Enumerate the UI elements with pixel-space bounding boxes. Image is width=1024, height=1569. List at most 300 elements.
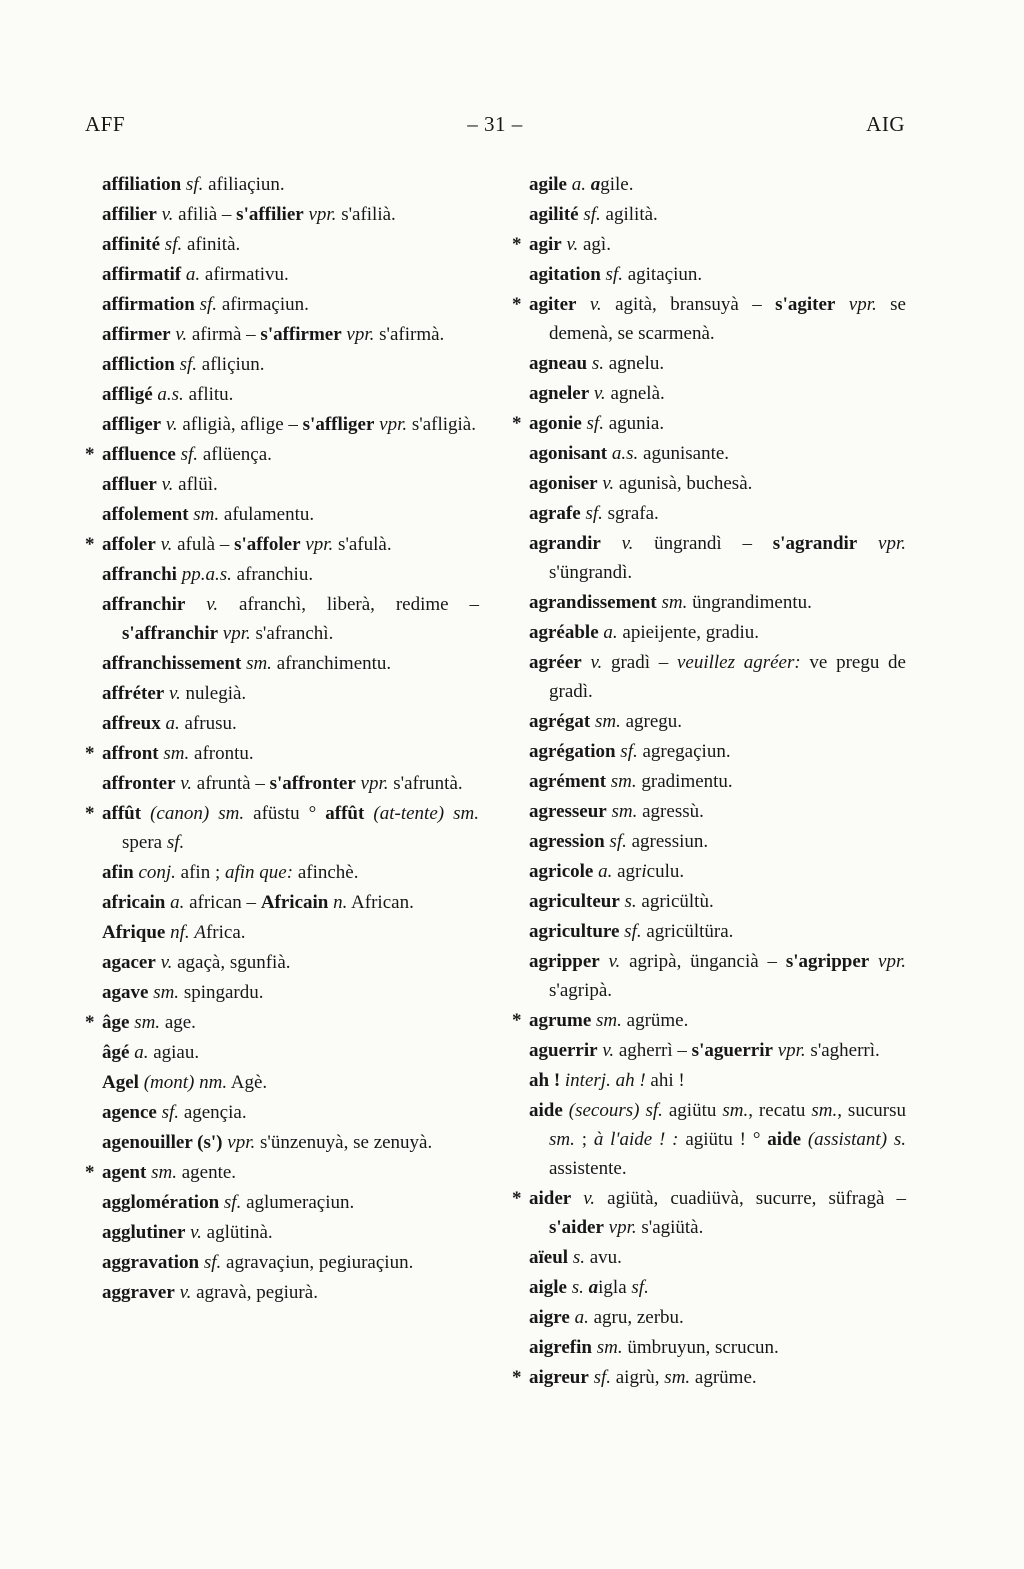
- headword-text: affranchissement: [102, 653, 242, 674]
- dictionary-entry: [85, 769, 479, 798]
- grammar-label: v.: [185, 594, 219, 615]
- headword-text: agglomération: [102, 1192, 220, 1213]
- headword-text: aide: [767, 1129, 802, 1150]
- dictionary-entry: [85, 590, 479, 648]
- translation-text: se demenà, se scarmenà.: [549, 294, 906, 344]
- headword-text: affluence: [102, 444, 176, 465]
- dictionary-entry: [512, 588, 906, 617]
- grammar-label: sm.: [148, 982, 180, 1003]
- headword-star: *: [85, 1162, 95, 1183]
- headword-star: *: [512, 294, 522, 315]
- headword-text: Afrique: [102, 922, 166, 943]
- headword-text: agenouiller (s'): [102, 1132, 223, 1153]
- translation-text: agiütu: [662, 1100, 723, 1121]
- dictionary-entry: [512, 737, 906, 766]
- grammar-label: vpr.: [772, 1040, 806, 1061]
- translation-text: sgrafa.: [602, 503, 659, 524]
- dictionary-entry: [512, 857, 906, 886]
- translation-text: agr: [612, 861, 642, 882]
- headword-text: agréer: [529, 652, 582, 673]
- dictionary-entry: [85, 1098, 479, 1127]
- grammar-label: sm.: [811, 1100, 838, 1121]
- headword-text: s'affliger: [302, 414, 375, 435]
- grammar-label: vpr.: [835, 294, 877, 315]
- grammar-label: v.: [161, 414, 178, 435]
- dictionary-entry: [512, 648, 906, 706]
- translation-text: Agè.: [227, 1072, 268, 1093]
- translation-text: ahi !: [645, 1070, 685, 1091]
- headword-text: affliction: [102, 354, 175, 375]
- translation-text: aflitu.: [183, 384, 234, 405]
- translation-text: afirmativu.: [200, 264, 289, 285]
- grammar-label: a.: [160, 713, 180, 734]
- headword-text: s'affronter: [269, 773, 356, 794]
- grammar-label: sf.: [581, 413, 604, 434]
- grammar-label: sm.: [664, 1367, 691, 1388]
- grammar-label: i: [641, 861, 647, 882]
- dictionary-entry: [512, 529, 906, 587]
- grammar-label: veuillez agréer:: [676, 652, 801, 673]
- dictionary-entry: [512, 947, 906, 1005]
- grammar-label: vpr.: [603, 1217, 637, 1238]
- dictionary-entry: [85, 918, 479, 947]
- grammar-label: s.: [619, 891, 637, 912]
- headword-text: agitation: [529, 264, 601, 285]
- headword-text: agilité: [529, 204, 579, 225]
- grammar-label: a.: [165, 892, 185, 913]
- dictionary-entry: [512, 1184, 906, 1242]
- translation-text: afranchiu.: [231, 564, 314, 585]
- grammar-label: v.: [170, 324, 188, 345]
- translation-text: agunisante.: [638, 443, 730, 464]
- grammar-label: sm.: [590, 711, 621, 732]
- translation-text: gradimentu.: [636, 771, 733, 792]
- dictionary-entry: [85, 1248, 479, 1277]
- grammar-label: conj.: [133, 862, 176, 883]
- dictionary-entry: [85, 1278, 479, 1307]
- dictionary-entry: [85, 290, 479, 319]
- grammar-label: v.: [175, 773, 193, 794]
- translation-text: üngrandimentu.: [687, 592, 812, 613]
- translation-text: afüstu °: [244, 803, 326, 824]
- translation-text: igla: [598, 1277, 632, 1298]
- dictionary-entry: [512, 1066, 906, 1095]
- translation-text: s'afilià.: [336, 204, 396, 225]
- grammar-label: v.: [156, 204, 174, 225]
- headword-text: s'aider: [549, 1217, 604, 1238]
- translation-text: afliçiun.: [197, 354, 265, 375]
- grammar-label: v.: [571, 1188, 596, 1209]
- headword-star: *: [85, 803, 95, 824]
- dictionary-entry: [85, 1068, 479, 1097]
- translation-text: , recatu: [748, 1100, 812, 1121]
- translation-text: s'agripà.: [549, 980, 613, 1001]
- translation-text: agricültüra.: [641, 921, 734, 942]
- headword-text: agglutiner: [102, 1222, 186, 1243]
- dictionary-entry: [85, 858, 479, 887]
- grammar-label: vpr.: [218, 623, 251, 644]
- grammar-label: sm.: [656, 592, 688, 613]
- grammar-label: sm.: [606, 801, 638, 822]
- grammar-label: A: [194, 922, 206, 943]
- translation-text: ve pregu de gradì.: [549, 652, 906, 702]
- grammar-label: sf.: [219, 1192, 242, 1213]
- translation-text: agripà, üngancià –: [620, 951, 786, 972]
- translation-text: s'afligià.: [407, 414, 476, 435]
- headword-text: affinité: [102, 234, 161, 255]
- dictionary-entry: [512, 230, 906, 259]
- grammar-label: vpr.: [222, 1132, 256, 1153]
- translation-text: s'afruntà.: [388, 773, 463, 794]
- translation-text: agregaçiun.: [637, 741, 731, 762]
- translation-text: üngrandì –: [633, 533, 773, 554]
- dictionary-entry: [85, 170, 479, 199]
- translation-text: agaçà, sgunfià.: [172, 952, 291, 973]
- dictionary-entry: [85, 1038, 479, 1067]
- headword-text: agave: [102, 982, 149, 1003]
- stressed-letter: a: [588, 1277, 599, 1298]
- grammar-label: afin que:: [224, 862, 294, 883]
- dictionary-entry: [512, 409, 906, 438]
- headword-star: *: [85, 444, 95, 465]
- translation-text: s'üngrandì.: [549, 562, 633, 583]
- dictionary-entry: [512, 887, 906, 916]
- translation-text: afranchì, liberà, redime –: [218, 594, 479, 615]
- translation-text: gradì –: [602, 652, 677, 673]
- headword-text: agir: [529, 234, 562, 255]
- grammar-label: (canon) sm.: [141, 803, 245, 824]
- dictionary-entry: [512, 379, 906, 408]
- dictionary-entry: [85, 380, 479, 409]
- translation-text: African.: [347, 892, 414, 913]
- grammar-label: (mont) nm.: [138, 1072, 228, 1093]
- headword-text: s'affoler: [234, 534, 301, 555]
- headword-text: agression: [529, 831, 605, 852]
- dictionary-entry: [512, 1333, 906, 1362]
- translation-text: aflüença.: [198, 444, 272, 465]
- translation-text: assistente.: [549, 1158, 627, 1179]
- headword-text: affluer: [102, 474, 157, 495]
- headword-text: affronter: [102, 773, 176, 794]
- text-columns: [85, 170, 905, 1393]
- headword-text: agrégation: [529, 741, 616, 762]
- translation-text: agiütu ! °: [678, 1129, 768, 1150]
- dictionary-entry: [512, 797, 906, 826]
- grammar-label: sm.: [188, 504, 220, 525]
- headword-text: agence: [102, 1102, 157, 1123]
- headword-star: *: [512, 1188, 522, 1209]
- dictionary-entry: [85, 888, 479, 917]
- dictionary-entry: [512, 290, 906, 348]
- grammar-label: sf.: [160, 234, 183, 255]
- translation-text: agunisà, buchesà.: [614, 473, 753, 494]
- grammar-label: sf.: [604, 831, 627, 852]
- translation-text: apieijente, gradiu.: [617, 622, 760, 643]
- headword-text: aguerrir: [529, 1040, 598, 1061]
- grammar-label: à l'aide ! :: [593, 1129, 679, 1150]
- translation-text: aglumeraçiun.: [241, 1192, 355, 1213]
- translation-text: afiliaçiun.: [203, 174, 285, 195]
- headword-star: *: [512, 413, 522, 434]
- headword-text: affiliation: [102, 174, 182, 195]
- translation-text: agençia.: [179, 1102, 247, 1123]
- dictionary-entry: [512, 439, 906, 468]
- dictionary-entry: [85, 948, 479, 977]
- translation-text: agru, zerbu.: [588, 1307, 684, 1328]
- translation-text: agì.: [578, 234, 611, 255]
- headword-text: affirmatif: [102, 264, 182, 285]
- translation-text: spera: [122, 832, 167, 853]
- grammar-label: sf.: [166, 832, 185, 853]
- grammar-label: sf.: [181, 174, 204, 195]
- translation-text: nulegià.: [180, 683, 247, 704]
- grammar-label: sf.: [199, 1252, 222, 1273]
- stressed-letter: a: [590, 174, 601, 195]
- grammar-label: sm.: [158, 743, 190, 764]
- translation-text: s'agiütà.: [636, 1217, 704, 1238]
- headword-text: agrégat: [529, 711, 591, 732]
- headword-text: aigle: [529, 1277, 567, 1298]
- headword-text: aigreur: [529, 1367, 589, 1388]
- translation-text: s'afirmà.: [374, 324, 445, 345]
- headword-star: *: [512, 1367, 522, 1388]
- headword-text: s'agripper: [785, 951, 870, 972]
- translation-text: afirmaçiun.: [217, 294, 309, 315]
- translation-text: ümbruyun, scrucun.: [622, 1337, 779, 1358]
- dictionary-entry: [85, 320, 479, 349]
- translation-text: ;: [574, 1129, 594, 1150]
- headword-text: affréter: [102, 683, 165, 704]
- grammar-label: v.: [155, 534, 173, 555]
- dictionary-entry: [85, 530, 479, 559]
- dictionary-entry: [512, 618, 906, 647]
- headword-text: agoniser: [529, 473, 598, 494]
- translation-text: agravà, pegiurà.: [191, 1282, 318, 1303]
- headword-text: s'agrandir: [772, 533, 858, 554]
- headword-text: affranchi: [102, 564, 177, 585]
- grammar-label: pp.a.s.: [176, 564, 232, 585]
- headword-text: agriculteur: [529, 891, 620, 912]
- dictionary-entry: [512, 1036, 906, 1065]
- dictionary-entry: [512, 1006, 906, 1035]
- dictionary-entry: [85, 440, 479, 469]
- headword-text: âge: [102, 1012, 130, 1033]
- translation-text: agricültù.: [636, 891, 714, 912]
- grammar-label: sf.: [175, 444, 199, 465]
- grammar-label: sf.: [619, 921, 642, 942]
- dictionary-entry: [85, 709, 479, 738]
- grammar-label: vpr.: [341, 324, 375, 345]
- dictionary-entry: [85, 410, 479, 439]
- headword-text: affoler: [102, 534, 156, 555]
- headword-text: agiter: [529, 294, 577, 315]
- headword-text: agriculture: [529, 921, 620, 942]
- translation-text: , sucursu: [837, 1100, 906, 1121]
- headword-text: Africain: [260, 892, 329, 913]
- headword-text: aigre: [529, 1307, 570, 1328]
- headword-text: Agel: [102, 1072, 139, 1093]
- translation-text: spingardu.: [179, 982, 264, 1003]
- translation-text: afirmà –: [187, 324, 261, 345]
- grammar-label: v.: [155, 952, 173, 973]
- headword-text: agonie: [529, 413, 582, 434]
- grammar-label: a.s.: [607, 443, 639, 464]
- translation-text: age.: [160, 1012, 196, 1033]
- dictionary-entry: [512, 1243, 906, 1272]
- dictionary-entry: [85, 679, 479, 708]
- translation-text: afulà –: [172, 534, 235, 555]
- grammar-label: v.: [599, 951, 621, 972]
- grammar-label: v.: [597, 1040, 615, 1061]
- grammar-label: sm.: [591, 1337, 623, 1358]
- grammar-label: sm.: [722, 1100, 749, 1121]
- headword-text: agrandissement: [529, 592, 657, 613]
- translation-text: afruntà –: [192, 773, 270, 794]
- headword-text: africain: [102, 892, 166, 913]
- header-guideword-left: AFF: [85, 112, 126, 136]
- dictionary-entry: [85, 470, 479, 499]
- translation-text: s'ünzenuyà, se zenuyà.: [255, 1132, 433, 1153]
- headword-text: aggraver: [102, 1282, 175, 1303]
- grammar-label: vpr.: [300, 534, 334, 555]
- headword-text: affligé: [102, 384, 153, 405]
- translation-text: afinchè.: [293, 862, 359, 883]
- headword-text: affreux: [102, 713, 161, 734]
- grammar-label: sm.: [591, 1010, 622, 1031]
- headword-text: aïeul: [529, 1247, 569, 1268]
- header-guideword-right: AIG: [866, 112, 905, 136]
- headword-text: agneler: [529, 383, 590, 404]
- headword-text: affilier: [102, 204, 157, 225]
- grammar-label: a.s.: [152, 384, 184, 405]
- translation-text: aglütinà.: [201, 1222, 273, 1243]
- translation-text: gile.: [600, 174, 634, 195]
- grammar-label: v.: [600, 533, 634, 554]
- grammar-label: sf.: [631, 1277, 649, 1298]
- dictionary-entry: [512, 1096, 906, 1183]
- grammar-label: sf.: [174, 354, 198, 375]
- column-left: [85, 170, 479, 1393]
- headword-text: afin: [102, 862, 134, 883]
- column-right: [512, 170, 906, 1393]
- headword-star: *: [512, 234, 522, 255]
- translation-text: agrüme.: [690, 1367, 757, 1388]
- headword-text: affliger: [102, 414, 162, 435]
- translation-text: aigrù,: [611, 1367, 665, 1388]
- grammar-label: sf.: [615, 741, 638, 762]
- dictionary-entry: [85, 200, 479, 229]
- translation-text: afranchimentu.: [271, 653, 392, 674]
- grammar-label: v.: [185, 1222, 202, 1243]
- headword-text: agrément: [529, 771, 607, 792]
- headword-text: agricole: [529, 861, 594, 882]
- headword-text: agacer: [102, 952, 156, 973]
- grammar-label: a.: [593, 861, 613, 882]
- headword-text: affût: [325, 803, 365, 824]
- translation-text: agregu.: [620, 711, 683, 732]
- grammar-label: s.: [568, 1247, 585, 1268]
- headword-text: agréable: [529, 622, 599, 643]
- dictionary-entry: [85, 799, 479, 857]
- dictionary-entry: [85, 1128, 479, 1157]
- page-header: [85, 112, 905, 136]
- headword-text: agile: [529, 174, 567, 195]
- grammar-label: sf.: [588, 1367, 611, 1388]
- translation-text: agitaçiun.: [622, 264, 703, 285]
- headword-text: s'agiter: [775, 294, 836, 315]
- headword-star: *: [85, 1012, 95, 1033]
- header-page-number: – 31 –: [467, 112, 523, 136]
- grammar-label: sf.: [580, 503, 603, 524]
- headword-text: aigrefin: [529, 1337, 592, 1358]
- headword-text: agrafe: [529, 503, 581, 524]
- translation-text: aflüì.: [173, 474, 218, 495]
- grammar-label: vpr.: [355, 773, 389, 794]
- headword-text: agrume: [529, 1010, 592, 1031]
- grammar-label: a.: [567, 174, 586, 195]
- dictionary-entry: [85, 649, 479, 678]
- grammar-label: sf.: [156, 1102, 180, 1123]
- grammar-label: vpr.: [374, 414, 408, 435]
- grammar-label: s.: [567, 1277, 584, 1298]
- grammar-label: v.: [597, 473, 615, 494]
- grammar-label: a.: [129, 1042, 149, 1063]
- translation-text: s'afranchì.: [250, 623, 334, 644]
- translation-text: afligià, aflige –: [177, 414, 303, 435]
- grammar-label: v.: [581, 652, 603, 673]
- translation-text: afilià –: [173, 204, 237, 225]
- headword-star: *: [85, 534, 95, 555]
- dictionary-entry: [512, 200, 906, 229]
- grammar-label: sf.: [578, 204, 601, 225]
- grammar-label: (assistant) s.: [801, 1129, 907, 1150]
- dictionary-entry: [512, 707, 906, 736]
- translation-text: agressiun.: [626, 831, 709, 852]
- headword-text: agripper: [529, 951, 600, 972]
- translation-text: avu.: [584, 1247, 622, 1268]
- headword-star: *: [512, 1010, 522, 1031]
- headword-text: affirmation: [102, 294, 195, 315]
- dictionary-entry: [512, 170, 906, 199]
- grammar-label: v.: [589, 383, 606, 404]
- grammar-label: s.: [587, 353, 604, 374]
- translation-text: agunia.: [603, 413, 665, 434]
- translation-text: agressù.: [637, 801, 704, 822]
- headword-text: affolement: [102, 504, 189, 525]
- grammar-label: v.: [156, 474, 174, 495]
- headword-text: aide: [529, 1100, 563, 1121]
- headword-text: s'affilier: [236, 204, 304, 225]
- dictionary-entry: [512, 767, 906, 796]
- grammar-label: nf.: [165, 922, 190, 943]
- translation-text: agiütà, cuadiüvà, sucurre, süfragà –: [595, 1188, 906, 1209]
- translation-text: afin ;: [175, 862, 225, 883]
- grammar-label: v.: [164, 683, 181, 704]
- translation-text: agnelà.: [605, 383, 665, 404]
- dictionary-entry: [85, 350, 479, 379]
- grammar-label: sm.: [606, 771, 637, 792]
- grammar-label: (at-tente) sm.: [364, 803, 479, 824]
- translation-text: agherrì –: [614, 1040, 692, 1061]
- dictionary-entry: [512, 499, 906, 528]
- headword-text: aggravation: [102, 1252, 200, 1273]
- translation-text: s'afulà.: [333, 534, 392, 555]
- headword-text: s'affirmer: [260, 324, 342, 345]
- dictionary-entry: [512, 469, 906, 498]
- dictionary-entry: [85, 260, 479, 289]
- translation-text: agente.: [176, 1162, 237, 1183]
- dictionary-entry: [512, 1363, 906, 1392]
